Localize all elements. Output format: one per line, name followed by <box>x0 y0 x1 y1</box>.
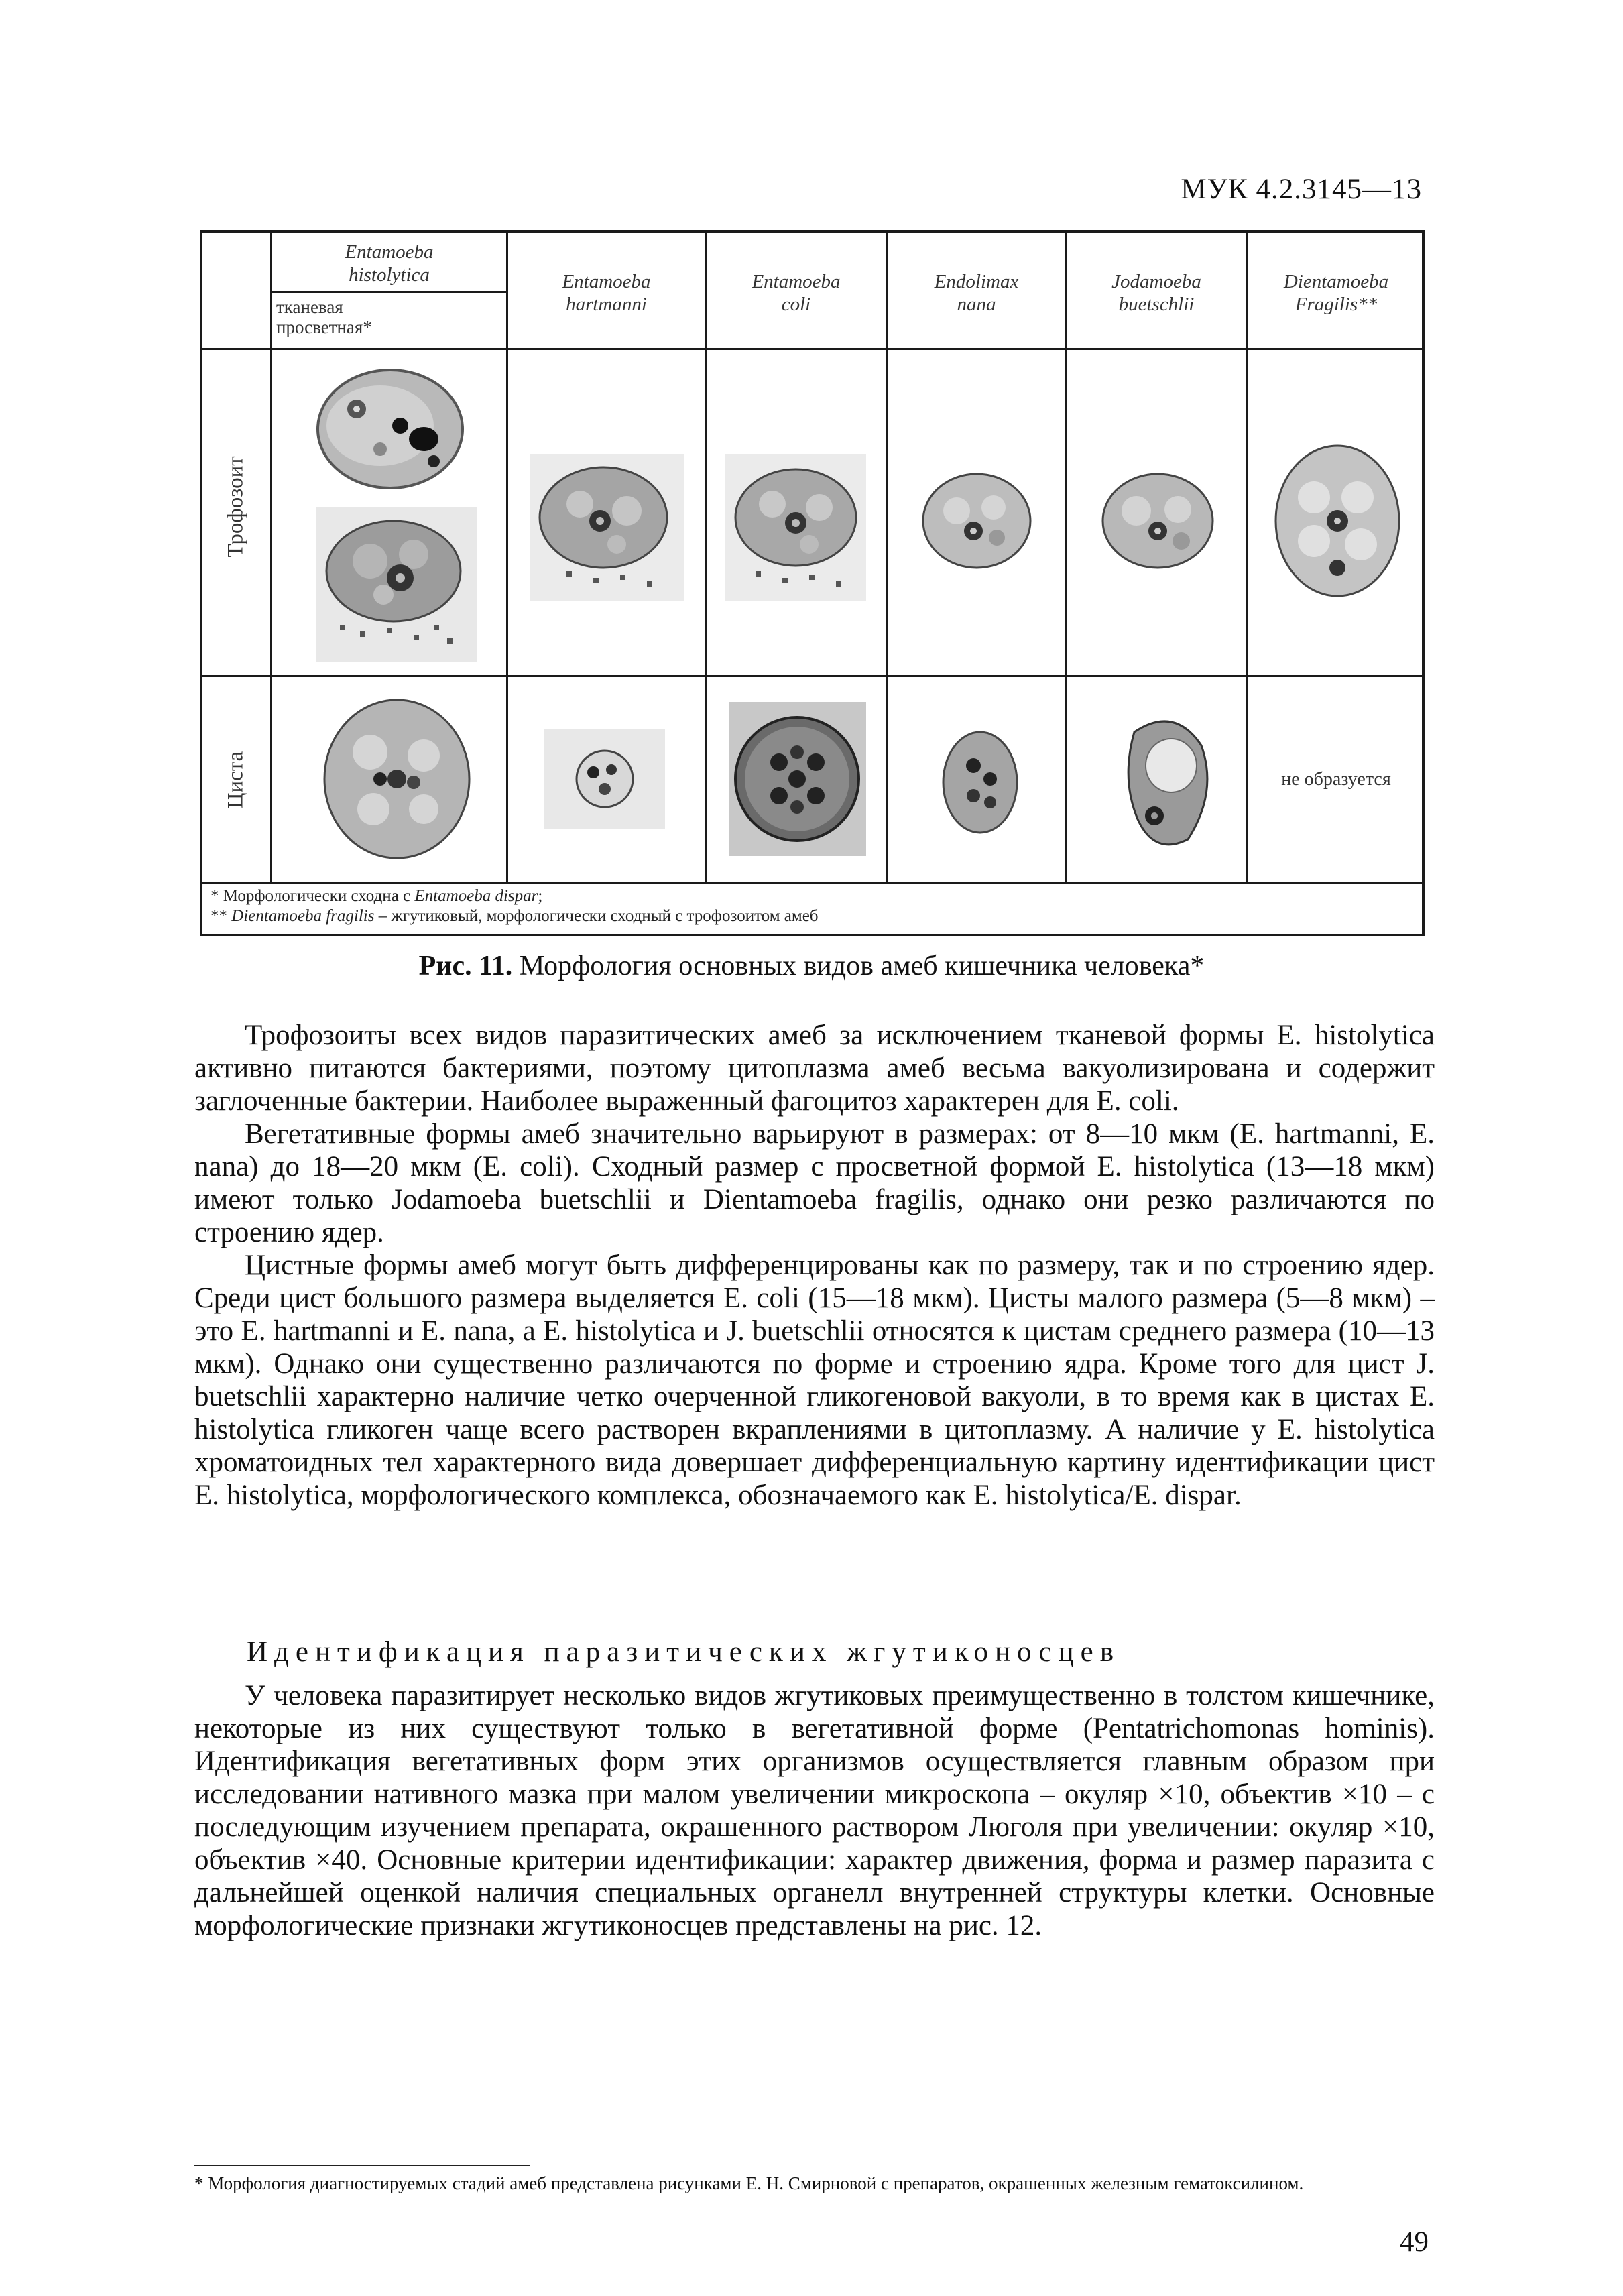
col-header-buetschlii: Jodamoeba buetschlii <box>1111 271 1201 315</box>
hartmanni-trophozoite-image <box>521 447 692 608</box>
row-label-trophozoite: Трофозоит <box>223 456 248 558</box>
grid-line <box>506 233 508 883</box>
grid-line <box>202 882 1425 884</box>
sub-header-forms: тканевая просветная* <box>276 297 372 337</box>
not-formed-text: не образуется <box>1281 768 1391 790</box>
col-header-fragilis: Dientamoeba Fragilis** <box>1283 271 1389 315</box>
paragraph: Вегетативные формы амеб значительно варьируют в размерах: от 8—10 мкм (E. hartmanni, E. nana) до 18—20 мкм (E. coli). Сходный размер с просветной формой E. histolytica (13—18 мкм) имеют только Jodamoeba buetschlii и Dientamoeba fragilis, однако они резко различаются по строению ядер. <box>194 1118 1435 1248</box>
body-text-block-1 <box>194 1019 1435 1512</box>
histolytica-cyst-image <box>313 688 481 869</box>
figure-notes <box>211 886 819 926</box>
fragilis-trophozoite-image <box>1265 434 1409 608</box>
histolytica-tissue-trophozoite-image <box>310 359 471 499</box>
hartmanni-cyst-image <box>538 722 672 836</box>
body-text-block-2 <box>194 1679 1435 1942</box>
col-header-histolytica: Entamoeba histolytica <box>345 241 434 286</box>
amoeba-morphology-figure <box>200 230 1425 936</box>
footnote-divider <box>194 2165 530 2166</box>
col-header-nana: Endolimax nana <box>934 271 1019 315</box>
page-number: 49 <box>1400 2226 1429 2258</box>
figure-caption: Рис. 11. Морфология основных видов амеб кишечника человека* <box>418 951 1205 981</box>
row-label-cyst: Циста <box>223 751 248 809</box>
col-header-coli: Entamoeba coli <box>752 271 841 315</box>
grid-line <box>202 675 1425 677</box>
coli-cyst-image <box>722 695 873 863</box>
grid-line <box>270 291 506 293</box>
buetschlii-trophozoite-image <box>1087 461 1228 581</box>
grid-line <box>705 233 707 883</box>
nana-cyst-image <box>923 709 1037 856</box>
paragraph: У человека паразитирует несколько видов жгутиковых преимущественно в толстом кишечнике, некоторые из них существуют только в вегетативной форме (Pentatrichomonas hominis). Идентификация вегетативных форм этих организмов осуществляется главным образом при исследовании нативного мазка при малом увеличении микроскопа – окуляр ×10, объектив ×10 – с последующим изучением препарата, окрашенного раствором Люголя при увеличении: окуляр ×10, объектив ×40. Основные критерии идентификации: характер движения, форма и размер паразита с дальнейшей оценкой наличия специальных органелл внутренней структуры клетки. Основные морфологические признаки жгутиконосцев представлены на рис. 12. <box>194 1680 1435 1941</box>
buetschlii-cyst-image <box>1104 702 1225 863</box>
grid-line <box>270 233 272 883</box>
header-code: МУК 4.2.3145—13 <box>1181 174 1422 205</box>
section-title: Идентификация паразитических жгутиконосцев <box>247 1636 1121 1668</box>
paragraph: Трофозоиты всех видов паразитических амеб за исключением тканевой формы E. histolytica активно питаются бактериями, поэтому цитоплазма амеб весьма вакуолизирована и содержит заглоченные бактерии. Наиболее выраженный фагоцитоз характерен для E. coli. <box>194 1020 1435 1117</box>
figure-note-2: ** Dientamoeba fragilis – жгутиковый, морфологически сходный с трофозоитом амеб <box>211 907 819 925</box>
footnote: * Морфология диагностируемых стадий амеб представлена рисунками Е. Н. Смирновой с препаратов, окрашенных железным гематоксилином. <box>194 2173 1304 2193</box>
col-header-hartmanni: Entamoeba hartmanni <box>562 271 651 315</box>
grid-line <box>202 348 1425 350</box>
figure-note-1: * Морфологически сходна с Entamoeba dispar; <box>211 887 543 905</box>
paragraph: Цистные формы амеб могут быть дифференцированы как по размеру, так и по строению ядер. Среди цист большого размера выделяется E. coli (15—18 мкм). Цисты малого размера (5—8 мкм) – это E. hartmanni и E. nana, а E. histolytica и J. buetschlii относятся к цистам среднего размера (10—13 мкм). Однако они существенно различаются по форме и строению ядра. Кроме того для цист J. buetschlii характерно наличие четко очерченной гликогеновой вакуоли, в то время как в цистах E. histolytica гликоген чаще всего растворен вкраплениями в цитоплазму. А наличие у E. histolytica хроматоидных тел характерного вида довершает дифференциальную картину идентификации цист E. histolytica, морфологического комплекса, обозначаемого как E. histolytica/E. dispar. <box>194 1250 1435 1511</box>
grid-line <box>886 233 888 883</box>
histolytica-lumen-trophozoite-image <box>310 501 484 668</box>
nana-trophozoite-image <box>906 461 1047 581</box>
coli-trophozoite-image <box>719 447 873 608</box>
grid-line <box>1065 233 1067 883</box>
fragilis-cyst-cell <box>1248 677 1425 882</box>
